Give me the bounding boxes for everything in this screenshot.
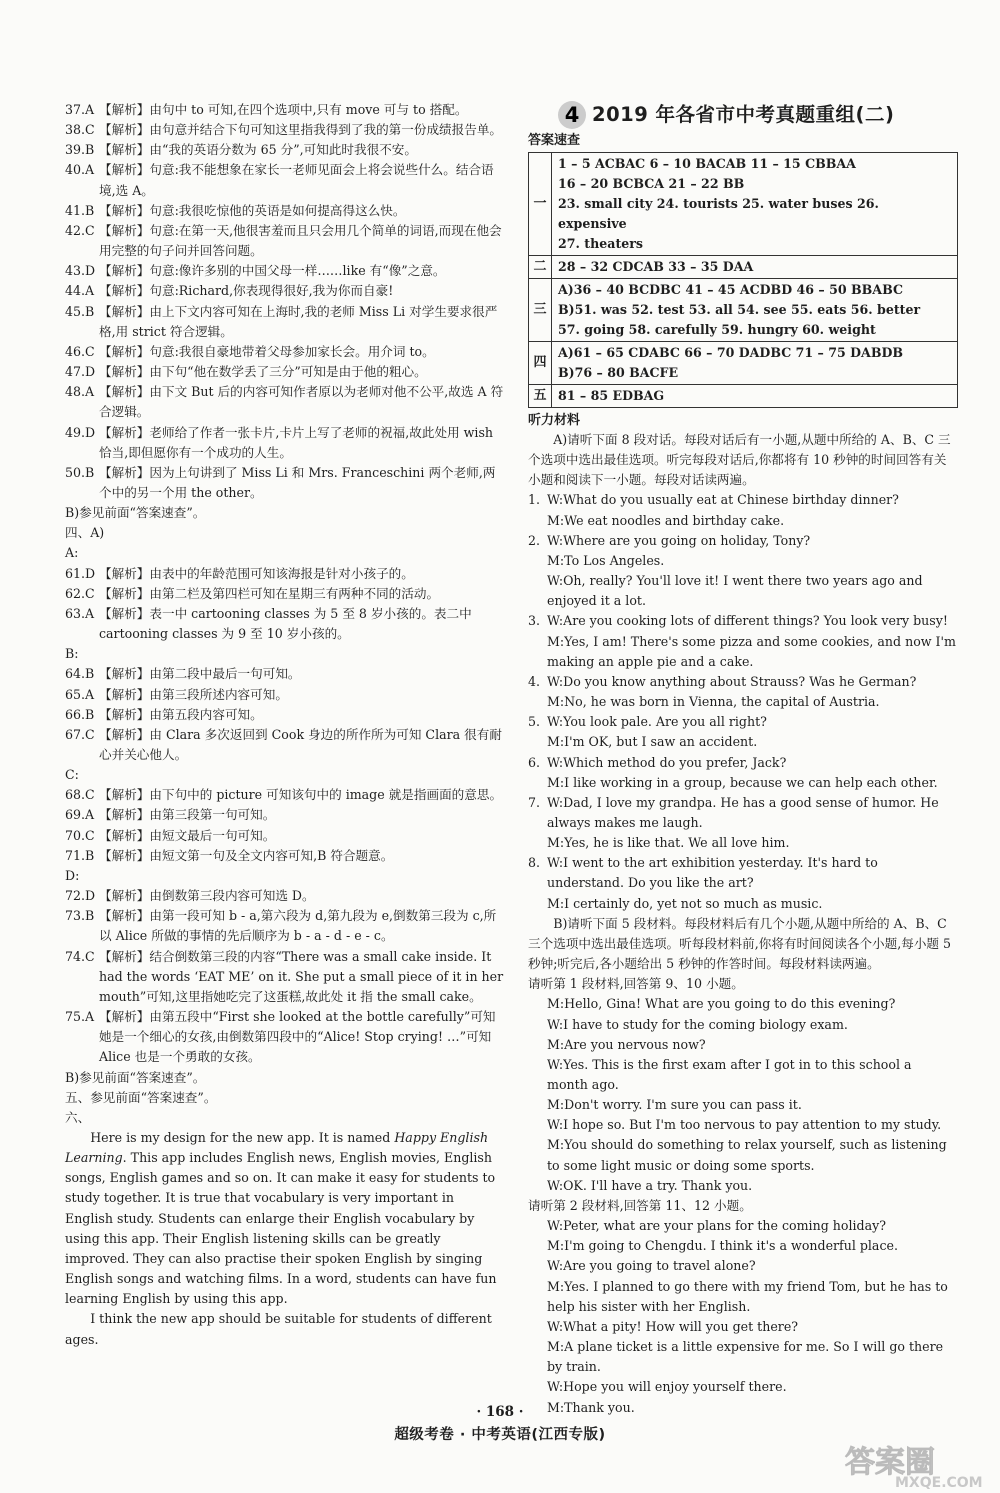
answer-explanation (65, 584, 505, 604)
answer-key-answers (552, 385, 958, 408)
speaker-colon: : (558, 754, 564, 770)
explanation-text: 【解析】由第三段所述内容可知。 (99, 686, 288, 702)
page-number: · 168 · (476, 1404, 524, 1420)
question-number: 66.B (65, 706, 95, 722)
answer-explanation (65, 947, 505, 1007)
dialog-line (528, 611, 956, 631)
speaker: W (547, 673, 559, 689)
listening-heading: 听力材料 (528, 413, 581, 428)
section-title (528, 98, 956, 132)
explanation-text: 【解析】句意:我不能想象在家长一老师见面会上将会说些什么。结合语境,选 A。 (99, 162, 494, 198)
question-number: 62.C (65, 585, 95, 601)
answer-key-row (529, 279, 958, 342)
question-number: 70.C (65, 827, 95, 843)
dialog-text: Peter, what are your plans for the coming holiday? (563, 1218, 886, 1234)
explanation-text: D: (65, 867, 80, 883)
dialog-number: 6. (528, 754, 541, 770)
speaker-colon: : (559, 633, 565, 649)
section-label (65, 523, 505, 543)
answer-key-line: 23. small city 24. tourists 25. water buses 26. expensive (558, 196, 879, 231)
speaker-colon: : (559, 895, 565, 911)
question-number: 71.B (65, 847, 95, 863)
dialog-line (528, 1176, 956, 1196)
dialog-line (528, 1135, 956, 1175)
question-number: 67.C (65, 726, 95, 742)
speaker: M (547, 1036, 560, 1052)
dialog-number: 5. (528, 714, 541, 730)
dialog-text: I'm going to Chengdu. I think it's a wonderful place. (564, 1238, 898, 1254)
answer-key-row (529, 153, 958, 256)
dialog-text: Are you cooking lots of different things? You look very busy! (563, 613, 948, 629)
speaker: W (547, 1318, 559, 1334)
dialog-text: I went to the art exhibition yesterday. It's hard to understand. Do you like the art? (547, 855, 878, 891)
speaker-colon: : (558, 1056, 564, 1072)
dialog-line (528, 1337, 956, 1377)
dialog-line (528, 692, 956, 712)
speaker: W (547, 1218, 559, 1234)
dialog-line (528, 1055, 956, 1095)
explanation-text: 【解析】由倒数第三段内容可知选 D。 (99, 888, 315, 904)
answer-key-line: A)61 – 65 CDABC 66 – 70 DADBC 71 – 75 DABDB (558, 345, 904, 360)
speaker: M (547, 552, 560, 568)
answer-explanation (65, 805, 505, 825)
speaker-colon: : (559, 1238, 565, 1254)
dialog-text: Do you know anything about Strauss? Was he German? (563, 673, 917, 689)
dialog-number: 1. (528, 492, 541, 508)
explanation-text: 【解析】由下句中的 picture 可知该句中的 image 就是指画面的意思。 (99, 787, 503, 803)
speaker: M (547, 694, 560, 710)
explanation-text: C: (65, 767, 79, 783)
dialog-line (528, 1035, 956, 1055)
speaker: M (547, 1399, 560, 1415)
dialog-text: Are you going to travel alone? (563, 1258, 756, 1274)
section-label (65, 866, 505, 886)
speaker-colon: : (559, 835, 565, 851)
dialog-line (528, 1377, 956, 1397)
dialog-line (528, 773, 956, 793)
listening-part1 (528, 994, 956, 1196)
speaker-colon: : (558, 1016, 564, 1032)
dialog-text: Hope you will enjoy yourself there. (563, 1379, 787, 1395)
speaker-colon: : (559, 734, 565, 750)
answer-explanation (65, 423, 505, 463)
dialog-text: Dad, I love my grandpa. He has a good sense of humor. He always makes me laugh. (547, 794, 939, 830)
explanation-text: 【解析】由下文 But 后的内容可知作者原以为老师对他不公平,故选 A 符合逻辑。 (99, 384, 504, 420)
explanation-text: B: (65, 646, 79, 662)
speaker-colon: : (559, 996, 565, 1012)
dialog-line (528, 531, 956, 551)
question-number: 65.A (65, 686, 95, 702)
watermark-glyphs: 答案圈 (845, 1445, 935, 1480)
speaker: M (547, 633, 560, 649)
dialog-line (528, 793, 956, 833)
explanation-text: 五、参见前面“答案速查”。 (65, 1089, 217, 1105)
speaker: W (547, 613, 559, 629)
speaker: M (547, 996, 560, 1012)
explanation-text: 【解析】由上下文内容可知在上海时,我的老师 Miss Li 对学生要求很严格,用 strict 符合逻辑。 (99, 303, 498, 339)
explanation-text: 【解析】句意:像许多别的中国父母一样……like 有“像”之意。 (99, 263, 446, 279)
speaker: M (547, 774, 560, 790)
answer-explanation (65, 221, 505, 261)
answer-key-line: 28 – 32 CDCAB 33 – 35 DAA (558, 259, 754, 274)
answer-explanation (65, 725, 505, 765)
speaker: W (547, 1177, 559, 1193)
watermark-logo (835, 1440, 995, 1490)
question-number: 43.D (65, 263, 96, 279)
section-title-text: 2019 年各省市中考真题重组(二) (592, 102, 895, 126)
speaker-colon: : (558, 573, 564, 589)
answer-key-line: B)76 – 80 BACFE (558, 365, 679, 380)
explanation-text: B)参见前面“答案速查”。 (65, 1069, 206, 1085)
explanation-text: 【解析】句意:Richard,你表现得很好,我为你而自豪! (99, 283, 394, 299)
explanation-text: B)参见前面“答案速查”。 (65, 505, 206, 521)
explanation-text: 【解析】由表中的年龄范围可知该海报是针对小孩子的。 (99, 565, 414, 581)
listening-dialogs-a (528, 490, 956, 913)
dialog-text: I have to study for the coming biology exam. (563, 1016, 848, 1032)
dialog-text: I certainly do, yet not so much as music. (564, 895, 823, 911)
question-number: 48.A (65, 384, 95, 400)
answer-explanation (65, 140, 505, 160)
answer-explanation (65, 1007, 505, 1067)
speaker: W (547, 1056, 559, 1072)
question-number: 69.A (65, 807, 95, 823)
explanation-text: 【解析】由“我的英语分数为 65 分”,可知此时我很不安。 (99, 142, 417, 158)
answer-key-heading: 答案速查 (528, 133, 581, 148)
question-number: 49.D (65, 424, 96, 440)
dialog-text: I'm OK, but I saw an accident. (564, 734, 758, 750)
explanation-text: 【解析】由第三段第一句可知。 (99, 807, 276, 823)
speaker-colon: : (558, 714, 564, 730)
dialog-text: OK. I'll have a try. Thank you. (563, 1177, 753, 1193)
listening-part2 (528, 1216, 956, 1418)
explanation-text: 【解析】由短文第一句及全文内容可知,B 符合题意。 (99, 847, 394, 863)
dialog-number: 2. (528, 532, 541, 548)
question-number: 45.B (65, 303, 95, 319)
section-label (65, 765, 505, 785)
question-number: 47.D (65, 364, 96, 380)
answer-explanation (65, 120, 505, 140)
explanation-text: 【解析】句意:在第一天,他很害羞而且只会用几个简单的词语,而现在他会用完整的句子问并回答问题。 (99, 222, 502, 259)
speaker: W (547, 1016, 559, 1032)
listening-intro-a: A)请听下面 8 段对话。每段对话后有一小题,从题中所给的 A、B、C 三个选项中选出最佳选项。听完每段对话后,你都将有 10 秒钟的时间回答有关小题和阅读下一小题。每段对话读两遍。 (528, 432, 951, 488)
dialog-line (528, 833, 956, 853)
explanation-text: 【解析】由第二段中最后一句可知。 (99, 666, 301, 682)
dialog-line (528, 1277, 956, 1317)
part2-label: 请听第 2 段材料,回答第 11、12 小题。 (528, 1197, 752, 1213)
answer-explanation (65, 846, 505, 866)
dialog-text: Which method do you prefer, Jack? (563, 754, 787, 770)
dialog-line (528, 551, 956, 571)
essay-paragraph-1 (65, 1128, 505, 1309)
dialog-text: Yes. I planned to go there with my friend Tom, but he has to help his sister with her English. (547, 1278, 948, 1314)
question-number: 61.D (65, 565, 96, 581)
speaker-colon: : (558, 492, 564, 508)
explanation-text: 【解析】表一中 cartooning classes 为 5 至 8 岁小孩的。表二中 cartooning classes 为 9 至 10 岁小孩的。 (99, 605, 472, 642)
answer-explanation (65, 685, 505, 705)
answer-key-row (529, 256, 958, 279)
answer-key-line: B)51. was 52. test 53. all 54. see 55. eats 56. better (558, 302, 921, 317)
answer-key-table (528, 152, 958, 408)
dialog-line (528, 712, 956, 732)
speaker-colon: : (558, 1177, 564, 1193)
answer-explanation (65, 261, 505, 281)
speaker-colon: : (558, 1218, 564, 1234)
answer-key-answers (552, 256, 958, 279)
explanation-text: 【解析】由 Clara 多次返回到 Cook 身边的所作所为可知 Clara 很有耐心并关心他人。 (99, 726, 502, 762)
answer-key-row (529, 385, 958, 408)
question-number: 72.D (65, 888, 96, 904)
explanation-text: 【解析】由第二栏及第四栏可知在星期三有两种不同的活动。 (99, 585, 440, 601)
answer-explanation (65, 604, 505, 644)
answer-key-line: 16 – 20 BCBCA 21 – 22 BB (558, 176, 745, 191)
answer-explanation (65, 382, 505, 422)
section-label (65, 1088, 505, 1108)
speaker: W (547, 855, 559, 871)
dialog-number: 3. (528, 613, 541, 629)
speaker-colon: : (559, 1036, 565, 1052)
explanation-text: 【解析】由第五段中“First she looked at the bottle carefully”可知她是一个细心的女孩,由倒数第四段中的“Alice! Stop crying! …”可知 Alice 也是一个勇敢的女孩。 (99, 1009, 496, 1065)
question-number: 38.C (65, 122, 95, 138)
explanation-text: 四、A) (65, 525, 105, 541)
essay-app-name: Happy English Learning (65, 1129, 489, 1166)
dialog-line (528, 753, 956, 773)
dialog-line (528, 894, 956, 914)
dialog-line (528, 672, 956, 692)
answer-explanation (65, 281, 505, 301)
section-label (65, 543, 505, 563)
answer-explanation (65, 886, 505, 906)
speaker-colon: : (559, 774, 565, 790)
speaker: M (547, 1097, 560, 1113)
dialog-line (528, 1015, 956, 1035)
explanation-text: 【解析】由第一段可知 b - a,第六段为 d,第九段为 e,倒数第三段为 c,所以 Alice 所做的事情的先后顺序为 b - a - d - e - c。 (99, 908, 497, 944)
answer-key-answers (552, 279, 958, 342)
answer-explanation (65, 906, 505, 946)
essay-paragraph-2: I think the new app should be suitable for students of different ages. (65, 1311, 492, 1347)
speaker-colon: : (558, 1318, 564, 1334)
speaker: W (547, 1117, 559, 1133)
dialog-text: Where are you going on holiday, Tony? (563, 532, 811, 548)
answer-explanation (65, 826, 505, 846)
answer-explanation (65, 664, 505, 684)
right-column (528, 100, 956, 1418)
explanation-text: A: (65, 545, 79, 561)
speaker: M (547, 1278, 560, 1294)
answer-key-section: 四 (529, 342, 552, 385)
answer-key-section: 二 (529, 256, 552, 279)
answer-key-answers (552, 153, 958, 256)
dialog-text: No, he was born in Vienna, the capital of Austria. (564, 694, 880, 710)
answer-explanation (65, 100, 505, 120)
question-number: 68.C (65, 787, 95, 803)
dialog-number: 8. (528, 855, 541, 871)
answer-key-answers (552, 342, 958, 385)
dialog-text: Yes, he is like that. We all love him. (564, 835, 790, 851)
explanation-text: 【解析】由句意并结合下句可知这里指我得到了我的第一份成绩报告单。 (99, 122, 502, 138)
dialog-line (528, 1095, 956, 1115)
answer-explanation (65, 463, 505, 503)
dialog-text: A plane ticket is a little expensive for me. So I will go there by train. (547, 1339, 944, 1375)
dialog-text: I like working in a group, because we can help each other. (564, 774, 938, 790)
section-label (65, 1068, 505, 1088)
dialog-text: To Los Angeles. (564, 552, 665, 568)
speaker-colon: : (559, 1137, 565, 1153)
dialog-text: What a pity! How will you get there? (563, 1318, 799, 1334)
listening-intro-b: B)请听下面 5 段材料。每段材料后有几个小题,从题中所给的 A、B、C 三个选项中选出最佳选项。听每段材料前,你将有时间阅读各个小题,每小题 5 秒钟;听完后,各小题给出 5 秒钟的作答时间。每段材料读两遍。 (528, 915, 952, 972)
question-number: 75.A (65, 1009, 95, 1025)
part1-label: 请听第 1 段材料,回答第 9、10 小题。 (528, 976, 744, 992)
speaker: W (547, 492, 559, 508)
dialog-text: You look pale. Are you all right? (563, 714, 767, 730)
explanation-text: 【解析】由第五段内容可知。 (99, 706, 263, 722)
speaker-colon: : (559, 1097, 565, 1113)
answer-key-row (529, 342, 958, 385)
dialog-text: I hope so. But I'm too nervous to pay attention to my study. (563, 1117, 942, 1133)
answer-explanation (65, 342, 505, 362)
answer-explanation (65, 705, 505, 725)
speaker-colon: : (558, 613, 564, 629)
dialog-line (528, 1216, 956, 1236)
section-number-badge: 4 (558, 101, 586, 129)
answer-key-line: 57. going 58. carefully 59. hungry 60. weight (558, 322, 876, 337)
left-column (65, 100, 505, 1350)
explanation-text: 【解析】结合倒数第三段的内容“There was a small cake inside. It had the words ‘EAT ME’ on it. She put a small piece of it in her mouth”可知,这里指她吃完了这蛋糕,故此处 it 指 the small cake。 (99, 948, 504, 1004)
dialog-number: 7. (528, 794, 541, 810)
speaker: M (547, 1339, 560, 1355)
speaker: W (547, 754, 559, 770)
answer-key-line: 1 – 5 ACBAC 6 – 10 BACAB 11 – 15 CBBAA (558, 156, 856, 171)
answer-explanation (65, 362, 505, 382)
essay-text: . This app includes English news, English movies, English songs, English games and so on. It can make it easy for students to study together. It is true that vocabulary is very important in English study. Students can enlarge their English vocabulary by using this app. Their English listening skills can be greatly improved. They can also practise their spoken English by singing English songs and watching films. In a word, students can have fun learning English by using this app. (65, 1150, 497, 1307)
speaker-colon: : (558, 1117, 564, 1133)
dialog-text: We eat noodles and birthday cake. (564, 512, 785, 528)
speaker: W (547, 794, 559, 810)
question-number: 50.B (65, 464, 95, 480)
dialog-line (528, 1115, 956, 1135)
explanation-text: 【解析】由句中 to 可知,在四个选项中,只有 move 可与 to 搭配。 (99, 102, 468, 117)
dialog-text: You should do something to relax yourself, such as listening to some light music or doing some sports. (547, 1137, 947, 1173)
dialog-text: Yes, I am! There's some pizza and some cookies, and now I'm making an apple pie and a cake. (547, 633, 956, 669)
question-number: 39.B (65, 142, 95, 158)
question-number: 42.C (65, 222, 95, 238)
speaker: M (547, 835, 560, 851)
question-number: 44.A (65, 283, 95, 299)
speaker: W (547, 1379, 559, 1395)
dialog-text: What do you usually eat at Chinese birthday dinner? (563, 492, 899, 508)
speaker: W (547, 532, 559, 548)
speaker-colon: : (558, 855, 564, 871)
speaker: M (547, 895, 560, 911)
dialog-text: Thank you. (564, 1399, 635, 1415)
dialog-number: 4. (528, 673, 541, 689)
answer-explanation (65, 201, 505, 221)
dialog-line (528, 853, 956, 893)
speaker: W (547, 714, 559, 730)
question-number: 73.B (65, 908, 95, 924)
speaker-colon: : (558, 1258, 564, 1274)
speaker-colon: : (559, 1339, 565, 1355)
speaker: M (547, 734, 560, 750)
speaker-colon: : (558, 532, 564, 548)
answer-explanation (65, 160, 505, 200)
question-number: 37.A (65, 102, 95, 117)
speaker: M (547, 1137, 560, 1153)
answer-key-section: 三 (529, 279, 552, 342)
question-number: 46.C (65, 343, 95, 359)
speaker-colon: : (559, 694, 565, 710)
dialog-text: Don't worry. I'm sure you can pass it. (564, 1097, 802, 1113)
dialog-line (528, 1256, 956, 1276)
dialog-line (528, 490, 956, 510)
question-number: 64.B (65, 666, 95, 682)
dialog-line (528, 632, 956, 672)
explanation-text: 【解析】因为上句讲到了 Miss Li 和 Mrs. Franceschini 两个老师,两个中的另一个用 the other。 (99, 464, 496, 500)
dialog-line (528, 1236, 956, 1256)
dialog-text: Oh, really? You'll love it! I went there two years ago and enjoyed it a lot. (547, 573, 923, 609)
answer-key-section: 五 (529, 385, 552, 408)
dialog-line (528, 732, 956, 752)
explanation-text: 【解析】由下句“他在数学丢了三分”可知是由于他的粗心。 (99, 364, 427, 380)
dialog-line (528, 994, 956, 1014)
question-number: 63.A (65, 605, 95, 621)
speaker: W (547, 1258, 559, 1274)
dialog-text: Are you nervous now? (564, 1036, 706, 1052)
speaker-colon: : (558, 673, 564, 689)
dialog-text: Hello, Gina! What are you going to do this evening? (564, 996, 896, 1012)
answer-key-line: 27. theaters (558, 236, 643, 251)
answer-key-section: 一 (529, 153, 552, 256)
question-number: 41.B (65, 202, 95, 218)
section-label (65, 644, 505, 664)
book-title: 超级考卷 · 中考英语(江西专版) (394, 1427, 606, 1443)
essay-text: Here is my design for the new app. It is named (90, 1129, 395, 1145)
speaker: M (547, 512, 560, 528)
answer-key-line: 81 – 85 EDBAG (558, 388, 665, 403)
explanation-text: 【解析】由短文最后一句可知。 (99, 827, 276, 843)
question-number: 40.A (65, 162, 95, 178)
question-number: 74.C (65, 948, 95, 964)
speaker: W (547, 573, 559, 589)
speaker-colon: : (559, 1278, 565, 1294)
speaker-colon: : (558, 1379, 564, 1395)
dialog-text: Yes. This is the first exam after I got in to this school a month ago. (547, 1056, 912, 1092)
explanation-text: 【解析】句意:我很自豪地带着父母参加家长会。用介词 to。 (99, 343, 435, 359)
answer-explanation (65, 564, 505, 584)
dialog-line (528, 1317, 956, 1337)
watermark-text: MXQE.COM (895, 1475, 983, 1490)
section-label (65, 503, 505, 523)
answer-key-line: A)36 – 40 BCDBC 41 – 45 ACDBD 46 – 50 BBABC (558, 282, 903, 297)
speaker-colon: : (559, 512, 565, 528)
section-label (65, 1108, 505, 1128)
speaker-colon: : (558, 794, 564, 810)
explanation-text: 六、 (65, 1109, 91, 1125)
answer-explanation (65, 302, 505, 342)
speaker-colon: : (559, 1399, 565, 1415)
dialog-line (528, 511, 956, 531)
dialog-line (528, 571, 956, 611)
explanation-text: 【解析】老师给了作者一张卡片,卡片上写了老师的祝福,故此处用 wish 恰当,即但愿你有一个成功的人生。 (99, 424, 494, 460)
explanation-text: 【解析】句意:我很吃惊他的英语是如何提高得这么快。 (99, 202, 406, 218)
answer-explanation (65, 785, 505, 805)
speaker-colon: : (559, 552, 565, 568)
speaker: M (547, 1238, 560, 1254)
